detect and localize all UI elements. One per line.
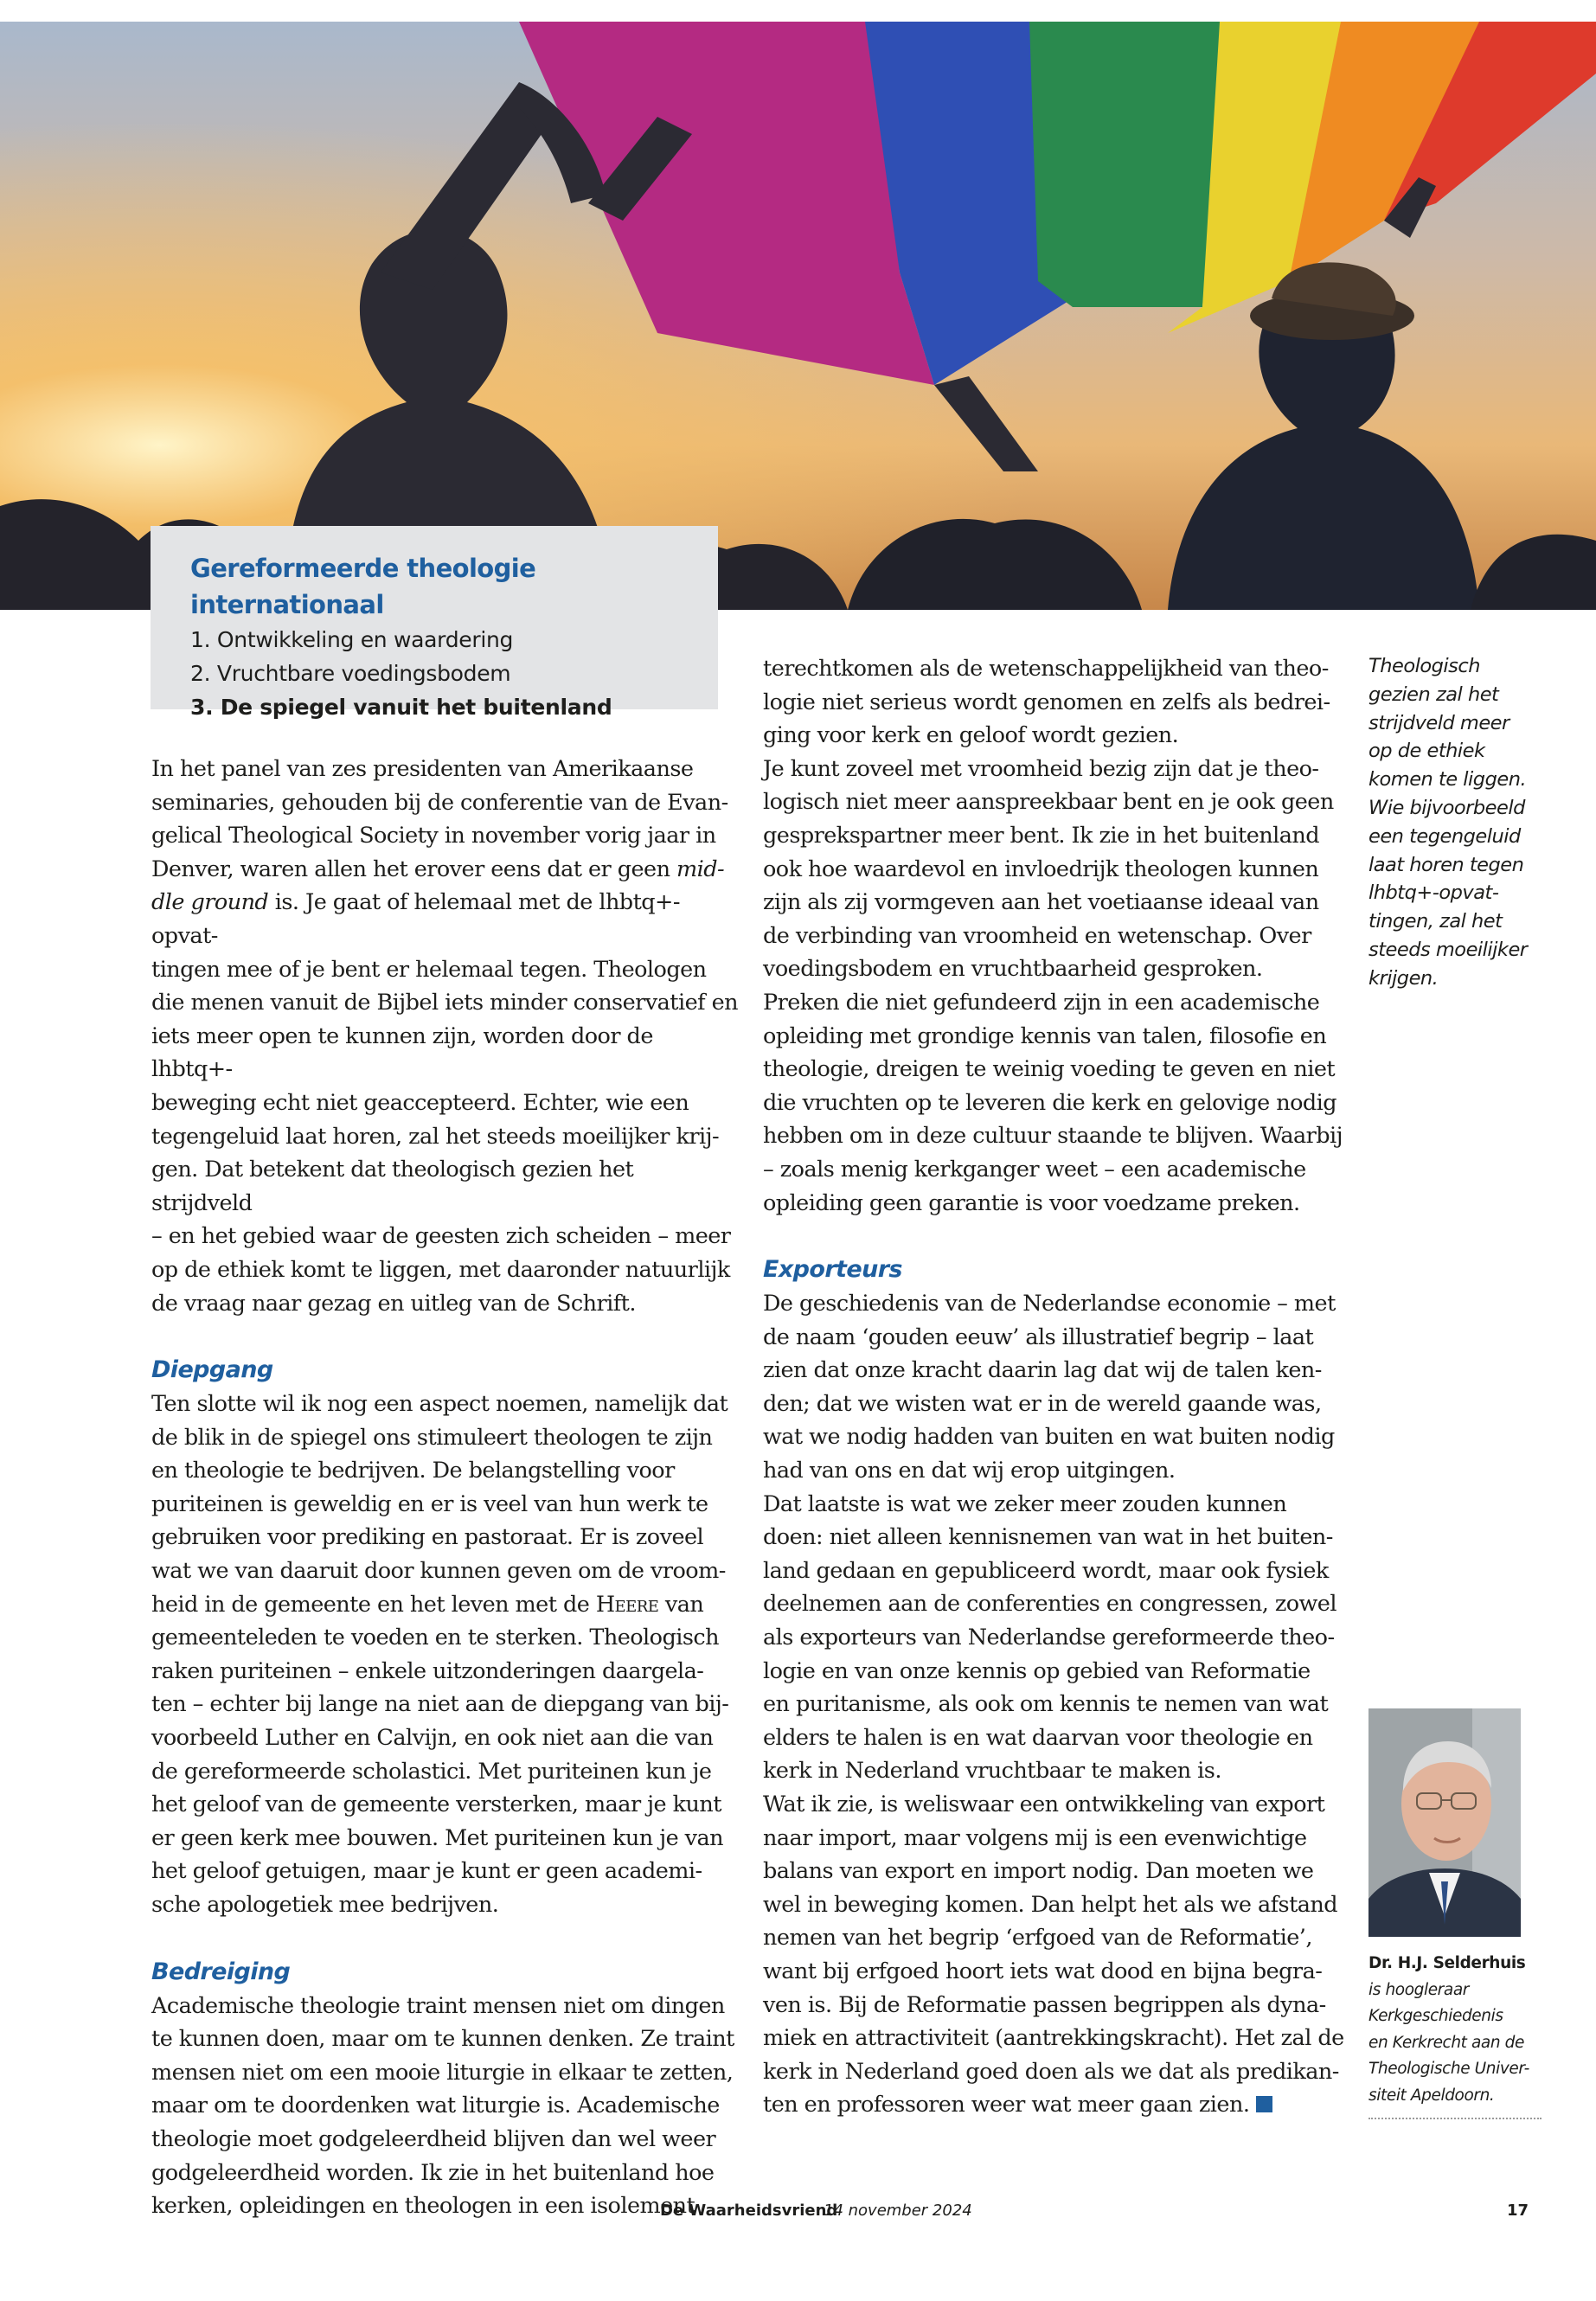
author-portrait: [1368, 1708, 1521, 1937]
body-line: en puritanisme, als ook om kennis te nemen van wat: [763, 1691, 1329, 1718]
body-line: logie en van onze kennis op gebied van Reformatie: [763, 1657, 1311, 1684]
body-line: ten – echter bij lange na niet aan de diepgang van bij-: [151, 1691, 729, 1718]
body-line: [151, 1588, 740, 1622]
column-1: [151, 753, 740, 2223]
body-line: raken puriteinen – enkele uitzonderingen daargela-: [151, 1657, 704, 1684]
body-line: balans van export en import nodig. Dan moeten we: [763, 1858, 1314, 1885]
bio-line: Theologische Univer-: [1368, 2060, 1529, 2078]
body-line: kerken, opleidingen en theologen in een isolement: [151, 2193, 695, 2220]
body-text: heid in de gemeente en het leven met de: [151, 1591, 590, 1618]
body-line: seminaries, gehouden bij de conferentie van de Evan-: [151, 789, 728, 816]
body-line: gesprekspartner meer bent. Ik zie in het buitenland: [763, 822, 1320, 849]
bio-line: Kerkgeschiedenis: [1368, 2007, 1503, 2025]
body-line: [763, 2088, 1351, 2122]
body-line: voedingsbodem en vruchtbaarheid gesproken.: [763, 956, 1263, 983]
body-line: ook hoe waardevol en invloedrijk theologen kunnen: [763, 856, 1319, 882]
italic-term: dle ground: [151, 889, 269, 916]
body-line: het geloof van de gemeente versterken, maar je kunt: [151, 1791, 721, 1818]
quote-line: Theologisch: [1368, 655, 1481, 677]
body-line: gelical Theological Society in november vorig jaar in: [151, 823, 716, 849]
body-text: is. Je gaat of helemaal met de lhbtq+-opvat-: [151, 889, 680, 949]
header-photo: [0, 22, 1596, 610]
body-line: [151, 853, 740, 887]
bio-line: siteit Apeldoorn.: [1368, 2086, 1495, 2105]
body-line: kerk in Nederland vruchtbaar te maken is.: [763, 1758, 1221, 1785]
body-line: miek en attractiviteit (aantrekkingskracht). Het zal de: [763, 2025, 1344, 2052]
body-line: het geloof getuigen, maar je kunt er geen academi-: [151, 1858, 702, 1885]
body-line: Wat ik zie, is weliswaar een ontwikkeling van export: [763, 1791, 1325, 1817]
body-line: want bij erfgoed hoort iets wat dood en bijna begra-: [763, 1958, 1323, 1984]
body-line: gen. Dat betekent dat theologisch gezien het strijdveld: [151, 1157, 634, 1216]
body-line: theologie moet godgeleerdheid blijven dan wel weer: [151, 2125, 716, 2152]
quote-line: lhbtq+-opvat-: [1368, 881, 1499, 905]
body-line: Dat laatste is wat we zeker meer zouden kunnen: [763, 1490, 1287, 1517]
body-line: had van ons en dat wij erop uitgingen.: [763, 1458, 1176, 1484]
end-of-article-square-icon: [1256, 2096, 1272, 2112]
body-line: er geen kerk mee bouwen. Met puriteinen kun je van: [151, 1824, 724, 1851]
author-portrait-illustration: [1368, 1708, 1521, 1937]
body-line: wel in beweging komen. Dan helpt het als we afstand: [763, 1891, 1338, 1918]
body-line: tegengeluid laat horen, zal het steeds moeilijker krij-: [151, 1123, 720, 1150]
body-line: terechtkomen als de wetenschappelijkheid van theo-: [763, 656, 1329, 682]
body-line: – en het gebied waar de geesten zich scheiden – meer: [151, 1223, 731, 1250]
quote-line: strijdveld meer: [1368, 711, 1509, 734]
heere-smallcaps: Heere: [595, 1591, 659, 1618]
issue-date: 14 november 2024: [824, 2202, 972, 2220]
body-line: zijn als zij vormgeven aan het voetiaanse ideaal van: [763, 889, 1319, 916]
body-line: de vraag naar gezag en uitleg van de Schrift.: [151, 1290, 636, 1317]
series-item-2: 2. Vruchtbare voedingsbodem: [190, 661, 511, 686]
page-number: 17: [1507, 2202, 1529, 2220]
body-line: hebben om in deze cultuur staande te blijven. Waarbij: [763, 1123, 1343, 1150]
body-text: ten en professoren weer wat meer gaan zien.: [763, 2092, 1250, 2118]
body-line: de naam ‘gouden eeuw’ als illustratief begrip – laat: [763, 1324, 1314, 1350]
body-line: voorbeeld Luther en Calvijn, en ook niet aan die van: [151, 1725, 714, 1752]
series-item-1: 1. Ontwikkeling en waardering: [190, 627, 514, 652]
body-line: land gedaan en gepubliceerd wordt, maar ook fysiek: [763, 1557, 1329, 1584]
pull-quote: [1368, 652, 1542, 993]
body-line: naar import, maar volgens mij is een evenwichtige: [763, 1824, 1307, 1851]
quote-line: komen te liggen.: [1368, 768, 1527, 792]
body-line: In het panel van zes presidenten van Amerikaanse: [151, 756, 694, 782]
body-line: ven is. Bij de Reformatie passen begrippen als dyna-: [763, 1991, 1326, 2018]
quote-line: laat horen tegen: [1368, 853, 1524, 876]
body-line: gebruiken voor prediking en pastoraat. Er is zoveel: [151, 1524, 704, 1551]
body-line: puriteinen is geweldig en er is veel van hun werk te: [151, 1490, 708, 1517]
heading-diepgang: Diepgang: [151, 1356, 273, 1384]
body-line: sche apologetiek mee bedrijven.: [151, 1892, 499, 1918]
body-line: Preken die niet gefundeerd zijn in een academische: [763, 989, 1320, 1016]
quote-line: gezien zal het: [1368, 683, 1499, 706]
body-line: die vruchten op te leveren die kerk en gelovige nodig: [763, 1089, 1337, 1116]
author-name: Dr. H.J. Selderhuis: [1368, 1954, 1526, 1972]
series-item-3-current: 3. De spiegel vanuit het buitenland: [190, 695, 612, 720]
rainbow-flag-crowd-illustration: [0, 22, 1596, 610]
series-title: Gereformeerde theologie internationaal: [190, 554, 536, 619]
body-line: gemeenteleden te voeden en te sterken. Theologisch: [151, 1625, 719, 1651]
body-line: – zoals menig kerkganger weet – een academische: [763, 1156, 1306, 1183]
body-text: van: [664, 1591, 704, 1618]
body-line: die menen vanuit de Bijbel iets minder conservatief en: [151, 990, 738, 1016]
quote-line: op de ethiek: [1368, 740, 1485, 763]
body-line: wat we van daaruit door kunnen geven om de vroom-: [151, 1558, 726, 1585]
body-text: Denver, waren allen het erover eens dat er geen: [151, 856, 670, 882]
quote-line: een tegengeluid: [1368, 824, 1521, 848]
body-line: tingen mee of je bent er helemaal tegen. Theologen: [151, 956, 707, 983]
body-line: logisch niet meer aanspreekbaar bent en je ook geen: [763, 789, 1334, 816]
body-line: opleiding geen garantie is voor voedzame preken.: [763, 1189, 1300, 1216]
body-line: iets meer open te kunnen zijn, worden door de lhbtq+-: [151, 1022, 653, 1083]
italic-term: mid-: [676, 856, 725, 882]
body-line: wat we nodig hadden van buiten en wat buiten nodig: [763, 1424, 1335, 1451]
body-line: theologie, dreigen te weinig voeding te geven en niet: [763, 1056, 1336, 1083]
magazine-name: De Waarheidsvriend: [660, 2202, 838, 2220]
body-line: beweging echt niet geaccepteerd. Echter, wie een: [151, 1089, 689, 1116]
column-2: [763, 652, 1351, 2122]
heading-bedreiging: Bedreiging: [151, 1958, 291, 1985]
body-line: De geschiedenis van de Nederlandse economie – met: [763, 1291, 1336, 1317]
bio-line: is hoogleraar: [1368, 1980, 1469, 1999]
body-line: godgeleerdheid worden. Ik zie in het buitenland hoe: [151, 2159, 715, 2186]
body-line: en theologie te bedrijven. De belangstelling voor: [151, 1458, 675, 1484]
body-line: nemen van het begrip ‘erfgoed van de Reformatie’,: [763, 1925, 1312, 1952]
quote-line: krijgen.: [1368, 966, 1439, 990]
quote-line: steeds moeilijker: [1368, 938, 1528, 961]
quote-line: Wie bijvoorbeeld: [1368, 796, 1525, 819]
body-line: kerk in Nederland goed doen als we dat als predikan-: [763, 2058, 1339, 2085]
quote-line: tingen, zal het: [1368, 910, 1503, 933]
body-line: deelnemen aan de conferenties en congressen, zowel: [763, 1591, 1336, 1618]
body-line: elders te halen is en wat daarvan voor theologie en: [763, 1724, 1313, 1751]
body-line: de verbinding van vroomheid en wetenschap. Over: [763, 922, 1311, 949]
body-line: de gereformeerde scholastici. Met puriteinen kun je: [151, 1758, 712, 1785]
body-line: doen: niet alleen kennisnemen van wat in het buiten-: [763, 1524, 1333, 1551]
body-line: maar om te doordenken wat liturgie is. Academische: [151, 2093, 720, 2119]
body-line: opleiding met grondige kennis van talen, filosofie en: [763, 1022, 1327, 1049]
body-line: [151, 886, 740, 952]
author-bio: [1368, 1951, 1542, 2119]
body-line: zien dat onze kracht daarin lag dat wij de talen ken-: [763, 1357, 1322, 1384]
body-line: mensen niet om een mooie liturgie in elkaar te zetten,: [151, 2059, 734, 2086]
heading-exporteurs: Exporteurs: [763, 1256, 902, 1284]
body-line: de blik in de spiegel ons stimuleert theologen te zijn: [151, 1424, 713, 1451]
body-line: den; dat we wisten wat er in de wereld gaande was,: [763, 1390, 1322, 1417]
body-line: Je kunt zoveel met vroomheid bezig zijn dat je theo-: [763, 755, 1319, 782]
series-box: [151, 526, 718, 720]
body-line: ging voor kerk en geloof wordt gezien.: [763, 722, 1179, 749]
body-line: logie niet serieus wordt genomen en zelfs als bedrei-: [763, 689, 1330, 715]
body-line: te kunnen doen, maar om te kunnen denken. Ze traint: [151, 2026, 734, 2053]
body-line: op de ethiek komt te liggen, met daaronder natuurlijk: [151, 1256, 730, 1283]
body-line: als exporteurs van Nederlandse gereformeerde theo-: [763, 1625, 1335, 1651]
bio-line: en Kerkrecht aan de: [1368, 2033, 1524, 2052]
body-line: Academische theologie traint mensen niet om dingen: [151, 1992, 725, 2019]
body-line: Ten slotte wil ik nog een aspect noemen, namelijk dat: [151, 1391, 728, 1418]
